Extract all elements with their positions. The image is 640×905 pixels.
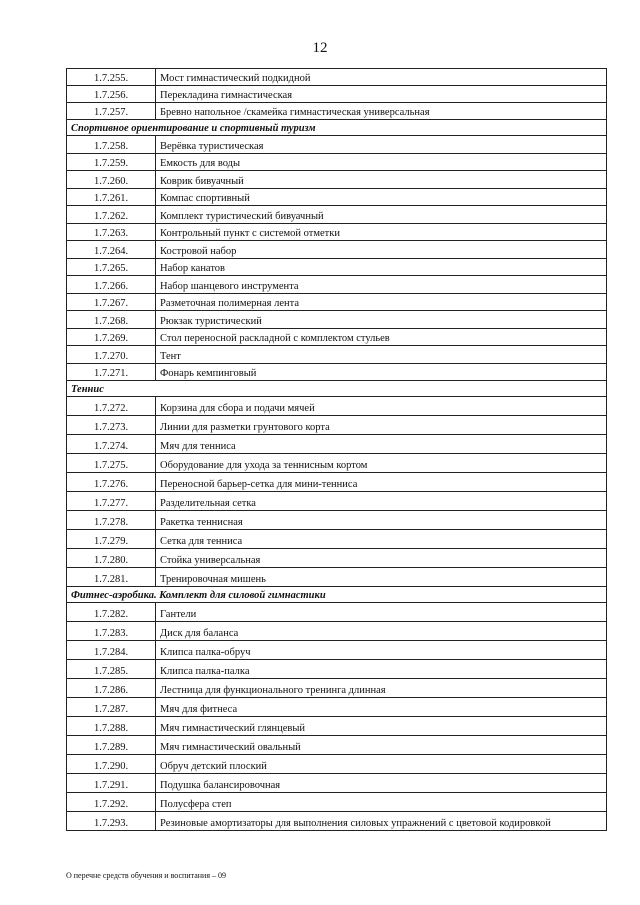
item-name: Разделительная сетка bbox=[156, 492, 607, 511]
item-code: 1.7.283. bbox=[67, 622, 156, 641]
table-row bbox=[67, 293, 607, 311]
item-name: Фонарь кемпинговый bbox=[156, 363, 607, 381]
item-name: Компас спортивный bbox=[156, 188, 607, 206]
item-code: 1.7.278. bbox=[67, 511, 156, 530]
item-code: 1.7.268. bbox=[67, 311, 156, 329]
item-code: 1.7.275. bbox=[67, 454, 156, 473]
item-code: 1.7.277. bbox=[67, 492, 156, 511]
table-row bbox=[67, 206, 607, 224]
item-code: 1.7.284. bbox=[67, 641, 156, 660]
table-row bbox=[67, 755, 607, 774]
item-name: Переносной барьер-сетка для мини-тенниса bbox=[156, 473, 607, 492]
item-name: Мяч для тенниса bbox=[156, 435, 607, 454]
item-code: 1.7.261. bbox=[67, 188, 156, 206]
item-name: Полусфера степ bbox=[156, 793, 607, 812]
item-name: Мяч гимнастический овальный bbox=[156, 736, 607, 755]
item-code: 1.7.269. bbox=[67, 328, 156, 346]
item-name: Диск для баланса bbox=[156, 622, 607, 641]
item-name: Рюкзак туристический bbox=[156, 311, 607, 329]
item-name: Гантели bbox=[156, 603, 607, 622]
item-code: 1.7.255. bbox=[67, 69, 156, 86]
item-code: 1.7.273. bbox=[67, 416, 156, 435]
item-name: Набор канатов bbox=[156, 258, 607, 276]
table-row bbox=[67, 774, 607, 793]
table-row bbox=[67, 641, 607, 660]
item-name: Обруч детский плоский bbox=[156, 755, 607, 774]
section-header-row bbox=[67, 587, 607, 603]
page-number: 12 bbox=[312, 40, 328, 56]
item-code: 1.7.257. bbox=[67, 103, 156, 120]
item-name: Тренировочная мишень bbox=[156, 568, 607, 587]
item-code: 1.7.287. bbox=[67, 698, 156, 717]
item-name: Емкость для воды bbox=[156, 153, 607, 171]
item-name: Бревно напольное /скамейка гимнастическая универсальная bbox=[156, 103, 607, 120]
item-name: Мяч гимнастический глянцевый bbox=[156, 717, 607, 736]
section-title: Спортивное ориентирование и спортивный туризм bbox=[67, 120, 607, 136]
item-code: 1.7.286. bbox=[67, 679, 156, 698]
item-code: 1.7.258. bbox=[67, 136, 156, 154]
item-name: Коврик бивуачный bbox=[156, 171, 607, 189]
table-row bbox=[67, 136, 607, 154]
item-name: Стол переносной раскладной с комплектом стульев bbox=[156, 328, 607, 346]
item-name: Клипса палка-обруч bbox=[156, 641, 607, 660]
table-row bbox=[67, 363, 607, 381]
item-code: 1.7.274. bbox=[67, 435, 156, 454]
table-row bbox=[67, 86, 607, 103]
item-code: 1.7.265. bbox=[67, 258, 156, 276]
table-row bbox=[67, 276, 607, 294]
item-code: 1.7.272. bbox=[67, 397, 156, 416]
table-row bbox=[67, 454, 607, 473]
equipment-table bbox=[66, 68, 607, 831]
page-footer: О перечне средств обучения и воспитания – 09 bbox=[66, 871, 226, 880]
item-code: 1.7.279. bbox=[67, 530, 156, 549]
table-row bbox=[67, 660, 607, 679]
item-name: Верёвка туристическая bbox=[156, 136, 607, 154]
table-row bbox=[67, 241, 607, 259]
table-row bbox=[67, 223, 607, 241]
item-name: Разметочная полимерная лента bbox=[156, 293, 607, 311]
table-row bbox=[67, 568, 607, 587]
section-header-row bbox=[67, 120, 607, 136]
table-row bbox=[67, 311, 607, 329]
table-row bbox=[67, 679, 607, 698]
item-name: Ракетка теннисная bbox=[156, 511, 607, 530]
table-row bbox=[67, 188, 607, 206]
item-code: 1.7.266. bbox=[67, 276, 156, 294]
item-code: 1.7.259. bbox=[67, 153, 156, 171]
table-row bbox=[67, 530, 607, 549]
item-name: Подушка балансировочная bbox=[156, 774, 607, 793]
item-name: Комплект туристический бивуачный bbox=[156, 206, 607, 224]
item-name: Костровой набор bbox=[156, 241, 607, 259]
table-row bbox=[67, 698, 607, 717]
item-code: 1.7.263. bbox=[67, 223, 156, 241]
item-name: Контрольный пункт с системой отметки bbox=[156, 223, 607, 241]
item-name: Мост гимнастический подкидной bbox=[156, 69, 607, 86]
item-code: 1.7.288. bbox=[67, 717, 156, 736]
item-name: Стойка универсальная bbox=[156, 549, 607, 568]
item-code: 1.7.291. bbox=[67, 774, 156, 793]
item-code: 1.7.260. bbox=[67, 171, 156, 189]
item-code: 1.7.280. bbox=[67, 549, 156, 568]
item-name: Клипса палка-палка bbox=[156, 660, 607, 679]
section-title: Теннис bbox=[67, 381, 607, 397]
table-row bbox=[67, 549, 607, 568]
item-name: Корзина для сбора и подачи мячей bbox=[156, 397, 607, 416]
item-name: Линии для разметки грунтового корта bbox=[156, 416, 607, 435]
item-code: 1.7.289. bbox=[67, 736, 156, 755]
table-row bbox=[67, 171, 607, 189]
section-header-row bbox=[67, 381, 607, 397]
item-name: Мяч для фитнеса bbox=[156, 698, 607, 717]
item-code: 1.7.271. bbox=[67, 363, 156, 381]
table-row bbox=[67, 812, 607, 831]
item-name: Оборудование для ухода за теннисным кортом bbox=[156, 454, 607, 473]
table-row bbox=[67, 416, 607, 435]
table-row bbox=[67, 103, 607, 120]
item-code: 1.7.290. bbox=[67, 755, 156, 774]
item-name: Сетка для тенниса bbox=[156, 530, 607, 549]
table-body bbox=[67, 69, 607, 831]
table-row bbox=[67, 717, 607, 736]
table-row bbox=[67, 793, 607, 812]
item-code: 1.7.256. bbox=[67, 86, 156, 103]
table-row bbox=[67, 603, 607, 622]
table-row bbox=[67, 397, 607, 416]
table-row bbox=[67, 328, 607, 346]
table-row bbox=[67, 153, 607, 171]
item-name: Тент bbox=[156, 346, 607, 364]
item-code: 1.7.292. bbox=[67, 793, 156, 812]
item-code: 1.7.270. bbox=[67, 346, 156, 364]
item-code: 1.7.264. bbox=[67, 241, 156, 259]
table-row bbox=[67, 258, 607, 276]
table-row bbox=[67, 736, 607, 755]
item-code: 1.7.282. bbox=[67, 603, 156, 622]
item-name: Резиновые амортизаторы для выполнения силовых упражнений с цветовой кодировкой bbox=[156, 812, 607, 831]
table-row bbox=[67, 492, 607, 511]
item-code: 1.7.285. bbox=[67, 660, 156, 679]
section-title: Фитнес-аэробика. Комплект для силовой гимнастики bbox=[67, 587, 607, 603]
table-row bbox=[67, 622, 607, 641]
table-row bbox=[67, 511, 607, 530]
item-code: 1.7.281. bbox=[67, 568, 156, 587]
item-code: 1.7.293. bbox=[67, 812, 156, 831]
item-code: 1.7.267. bbox=[67, 293, 156, 311]
table-row bbox=[67, 346, 607, 364]
table-row bbox=[67, 435, 607, 454]
table-row bbox=[67, 69, 607, 86]
item-name: Набор шанцевого инструмента bbox=[156, 276, 607, 294]
item-code: 1.7.262. bbox=[67, 206, 156, 224]
item-code: 1.7.276. bbox=[67, 473, 156, 492]
item-name: Лестница для функционального тренинга длинная bbox=[156, 679, 607, 698]
table-row bbox=[67, 473, 607, 492]
item-name: Перекладина гимнастическая bbox=[156, 86, 607, 103]
